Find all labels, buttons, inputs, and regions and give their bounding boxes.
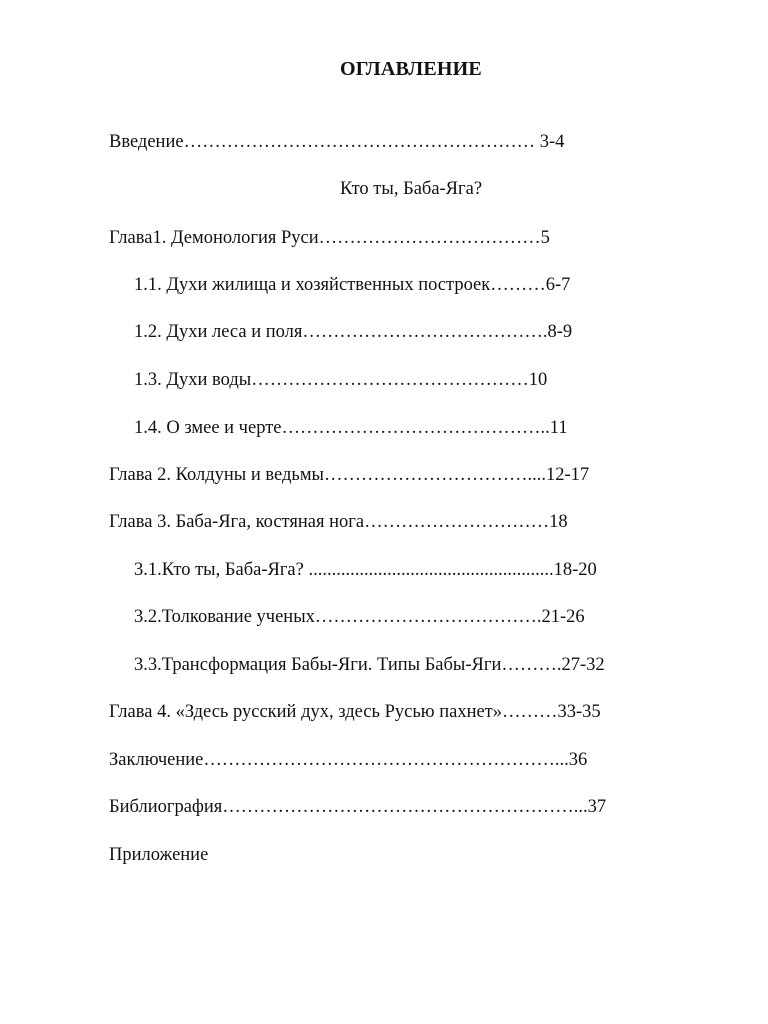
toc-entry-introduction: Введение………………………………………………… 3-4 <box>109 132 565 152</box>
toc-entry-appendix: Приложение <box>109 845 209 865</box>
toc-entry-section-1-1: 1.1. Духи жилища и хозяйственных построек………6-7 <box>134 275 571 295</box>
toc-entry-section-1-4: 1.4. О змее и черте……………………………………..11 <box>134 418 568 438</box>
toc-entry-section-3-3: 3.3.Трансформация Бабы-Яги. Типы Бабы-Яги……….27-32 <box>134 655 605 675</box>
page-title: ОГЛАВЛЕНИЕ <box>340 58 482 80</box>
toc-entry-chapter-4: Глава 4. «Здесь русский дух, здесь Русью пахнет»………33-35 <box>109 702 601 722</box>
toc-entry-bibliography: Библиография…………………………………………………...37 <box>109 797 607 817</box>
toc-entry-section-1-3: 1.3. Духи воды………………………………………10 <box>134 370 548 390</box>
toc-entry-conclusion: Заключение…………………………………………………...36 <box>109 750 588 770</box>
toc-entry-section-1-2: 1.2. Духи леса и поля………………………………….8-9 <box>134 322 573 342</box>
toc-subtitle: Кто ты, Баба-Яга? <box>339 179 483 199</box>
toc-entry-chapter-2: Глава 2. Колдуны и ведьмы……………………………....12-17 <box>109 465 590 485</box>
toc-entry-section-3-1: 3.1.Кто ты, Баба-Яга? .....................................................18-20 <box>134 560 597 580</box>
toc-entry-section-3-2: 3.2.Толкование ученых……………………………….21-26 <box>134 607 585 627</box>
toc-entry-chapter-1: Глава1. Демонология Руси………………………………5 <box>109 228 550 248</box>
toc-entry-chapter-3: Глава 3. Баба-Яга, костяная нога…………………………18 <box>109 512 568 532</box>
